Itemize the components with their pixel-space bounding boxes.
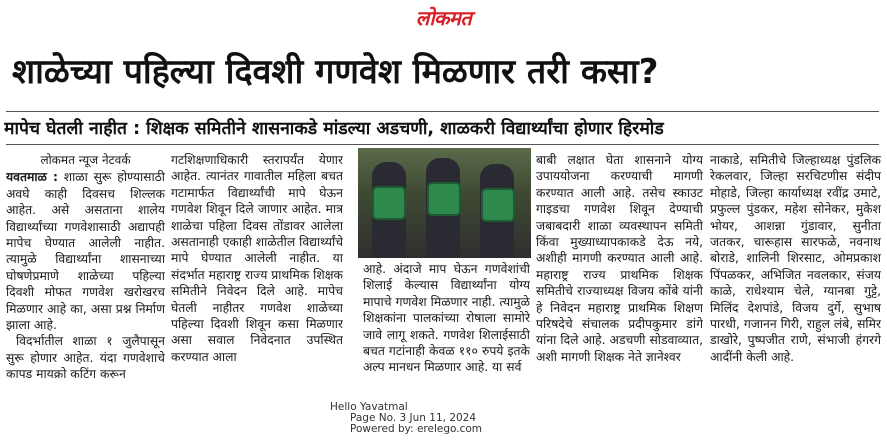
article-paragraph	[6, 169, 165, 333]
article-column-3	[363, 261, 530, 376]
school-bag-icon	[427, 182, 461, 216]
divider	[6, 144, 879, 145]
page-footer	[330, 402, 530, 435]
article-paragraph: गटशिक्षणाधिकारी स्तरापर्यंत येणार आहेत. त्यानंतर गावातील महिला बचत गटामार्फत विद्यार्थ्यांची मापे घेऊन गणवेश शिवून दिले जाणार आहेत. मात्र शाळेचा पहिला दिवस तोंडावर आलेला असतानाही एकाही शाळेतील विद्यार्थ्यांचे मापे घेण्यात आलेली नाहीत. या संदर्भात महाराष्ट्र राज्य प्राथमिक शिक्षक समितीने निवेदन दिले आहे. मापेच घेतली नाहीतर गणवेश शाळेच्या पहिल्या दिवशी शिवून कसा मिळणार असा सवाल निवेदनात उपस्थित करण्यात आला	[171, 153, 343, 364]
article-column-1	[6, 152, 165, 383]
school-bag-icon	[481, 188, 515, 222]
byline: लोकमत न्यूज नेटवर्क	[40, 153, 131, 167]
subheadline: मापेच घेतली नाहीत : शिक्षक समितीने शासनाकडे मांडल्या अडचणी, शाळकरी विद्यार्थ्यांचा होणार हिरमोड	[4, 119, 664, 139]
article-paragraph: आहे. अंदाजे माप घेऊन गणवेशांची शिलाई केल्यास विद्यार्थ्यांना योग्य मापाचे गणवेश मिळणार नाही. त्यामुळे शिक्षकांना पालकांच्या रोषाला सामोरे जावे लागू शकते. गणवेश शिलाईसाठी बचत गटांनाही केवळ ११० रुपये इतके अल्प मानधन मिळणार आहे. या सर्व	[363, 262, 530, 375]
article-column-4	[536, 152, 703, 365]
footer-edition: Hello Yavatmal	[330, 401, 408, 413]
headline: शाळेच्या पहिल्या दिवशी गणवेश मिळणार तरी कसा?	[12, 52, 659, 92]
dateline: यवतमाळ :	[6, 170, 58, 185]
newspaper-masthead: लोकमत	[415, 6, 472, 30]
footer-powered-by: Powered by: erelego.com	[350, 423, 483, 435]
article-paragraph: विदर्भातील शाळा १ जुलैपासून सुरू होणार आहेत. यंदा गणवेशाचे कापड मायक्रो कटिंग करून	[6, 334, 165, 382]
article-paragraph: बाबी लक्षात घेता शासनाने योग्य उपाययोजना करण्याची मागणी करण्यात आली आहे. तसेच स्काउट गाइडचा गणवेश शिवून देण्याची जबाबदारी शाळा व्यवस्थापन समिती किंवा मुख्याध्यापकाकडे देऊ नये, अशीही मागणी करण्यात आली आहे. महाराष्ट्र राज्य प्राथमिक शिक्षक समितीचे राज्याध्यक्ष विजय कोंबे यांनी हे निवेदन महाराष्ट्र प्राथमिक शिक्षण परिषदेचे संचालक प्रदीपकुमार डांगे यांना दिले आहे. अडचणी सोडवाव्यात, अशी मागणी शिक्षक नेते ज्ञानेश्वर	[536, 153, 703, 364]
article-paragraph: नाकाडे, समितीचे जिल्हाध्यक्ष पुंडलिक रेकलवार, जिल्हा सरचिटणीस संदीप मोहाडे, जिल्हा कार्याध्यक्ष रवींद्र उमाटे, प्रफुल्ल पुंडकर, महेश सोनेकर, मुकेश भोयर, आशन्ना गुंडावार, सुनीता जतकर, चारूहास सारफळे, नवनाथ बोराडे, शालिनी शिरसाट, ओमप्रकाश पिंपळकर, अभिजित नवलकार, संजय काळे, राधेश्याम चेले, ग्यानबा गुट्टे, मिलिंद देशपांडे, विजय दुर्गे, सुभाष पारधी, गजानन गिरी, राहुल लंबे, समिर डाखोरे, पुष्पजीत राणे, संभाजी हंगरगे आदींनी केली आहे.	[710, 153, 881, 364]
footer-page-date: Page No. 3 Jun 11, 2024	[350, 412, 477, 424]
article-column-2	[171, 152, 343, 365]
schoolchildren-photo	[358, 148, 531, 258]
school-bag-icon	[372, 186, 406, 220]
article-text: शाळा सुरू होण्यासाठी अवघे काही दिवसच शिल्लक आहेत. असे असताना शालेय विद्यार्थ्यांच्या गणवेशासाठी अद्यापही मापेच घेण्यात आलेली नाहीत. त्यामुळे विद्यार्थ्यांना शासनाच्या घोषणेप्रमाणे शाळेच्या पहिल्या दिवशी मोफत गणवेश खरोखरच मिळणार आहे का, असा प्रश्न निर्माण झाला आहे.	[6, 170, 165, 333]
divider	[6, 111, 879, 112]
article-column-5	[710, 152, 881, 365]
